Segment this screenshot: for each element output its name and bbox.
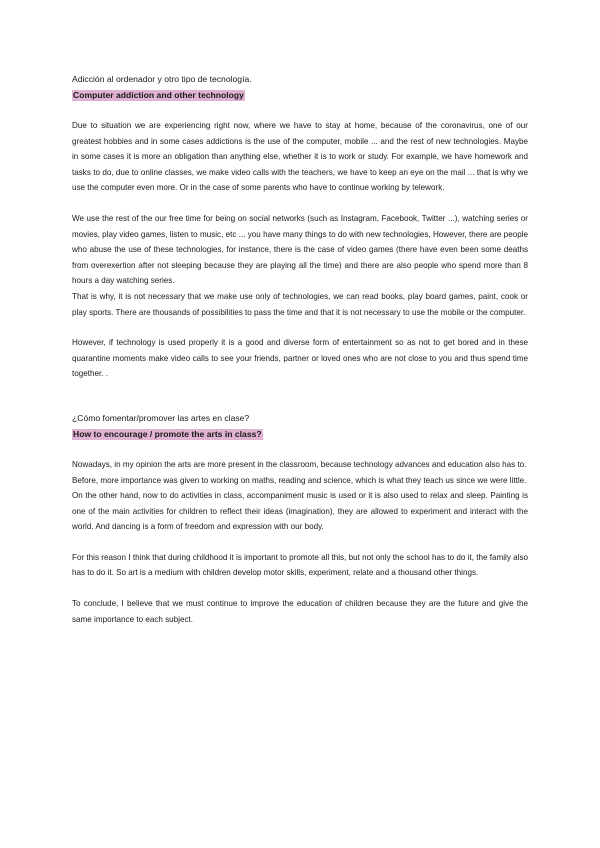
paragraph: Nowadays, in my opinion the arts are more present in the classroom, because technology advances and education also has to. bbox=[72, 459, 527, 469]
paragraph: To conclude, I believe that we must continue to improve the education of children because they are the future and give the same importance to each subject. bbox=[72, 599, 528, 624]
section-arts-in-class bbox=[72, 413, 528, 627]
document-page bbox=[72, 74, 528, 627]
paragraph: However, if technology is used properly it is a good and diverse form of entertainment so as not to get bored and in these quarantine moments make video calls to see your friends, partner or loved ones who are not close to you and thus spend time together. . bbox=[72, 338, 528, 379]
paragraph: For this reason I think that during childhood it is important to promote all this, but not only the school has to do it, the family also has to do it. So art is a medium with children develop motor skills, experiment, relate and a thousand other things. bbox=[72, 552, 528, 578]
paragraph: Before, more importance was given to working on maths, reading and science, which is what they teach us since we were little. bbox=[72, 475, 527, 485]
section-title-english-highlighted: How to encourage / promote the arts in class? bbox=[73, 428, 262, 439]
section-title-spanish: ¿Cómo fomentar/promover las artes en clase? bbox=[72, 412, 250, 423]
paragraph: That is why, it is not necessary that we make use only of technologies, we can read books, play board games, paint, cook or play sports. There are thousands of possibilities to pass the time and that it is not necessary to use the mobile or the computer. bbox=[72, 291, 528, 317]
paragraph: Due to situation we are experiencing right now, where we have to stay at home, because of the coronavirus, one of our greatest hobbies and in some cases addictions is the use of the computer, mobile ... and the rest of new technologies. Maybe in some cases it is more an obligation than anything else, whether it is to work or study. For example, we have homework and tasks to do, due to online classes, we make video calls with the teachers, we have to keep an eye on the mail ... that is why we use the computer even more. Or in the case of some parents who have to continue working by telework. bbox=[72, 121, 528, 193]
section-title-spanish: Adicción al ordenador y otro tipo de tecnología. bbox=[72, 74, 252, 84]
section-title-english-highlighted: Computer addiction and other technology bbox=[73, 90, 244, 100]
section-computer-addiction bbox=[72, 74, 528, 382]
paragraph: We use the rest of the our free time for being on social networks (such as Instagram, Facebook, Twitter ...), watching series or movies, play video games, listen to music, etc ... you have many things to do with new technologies, However, there are people who abuse the use of these technologies, for instance, there is the case of video games (there have even been some deaths from overexertion after not sleeping because they are playing all the time) and there are also people who spend more than 8 hours a day watching series. bbox=[72, 213, 528, 286]
paragraph: On the other hand, now to do activities in class, accompaniment music is used or it is also used to relax and sleep. Painting is one of the main activities for children to reflect their ideas (imagination), they are allowed to experiment and interact with the world. And dancing is a form of freedom and expression with our body. bbox=[72, 491, 528, 532]
